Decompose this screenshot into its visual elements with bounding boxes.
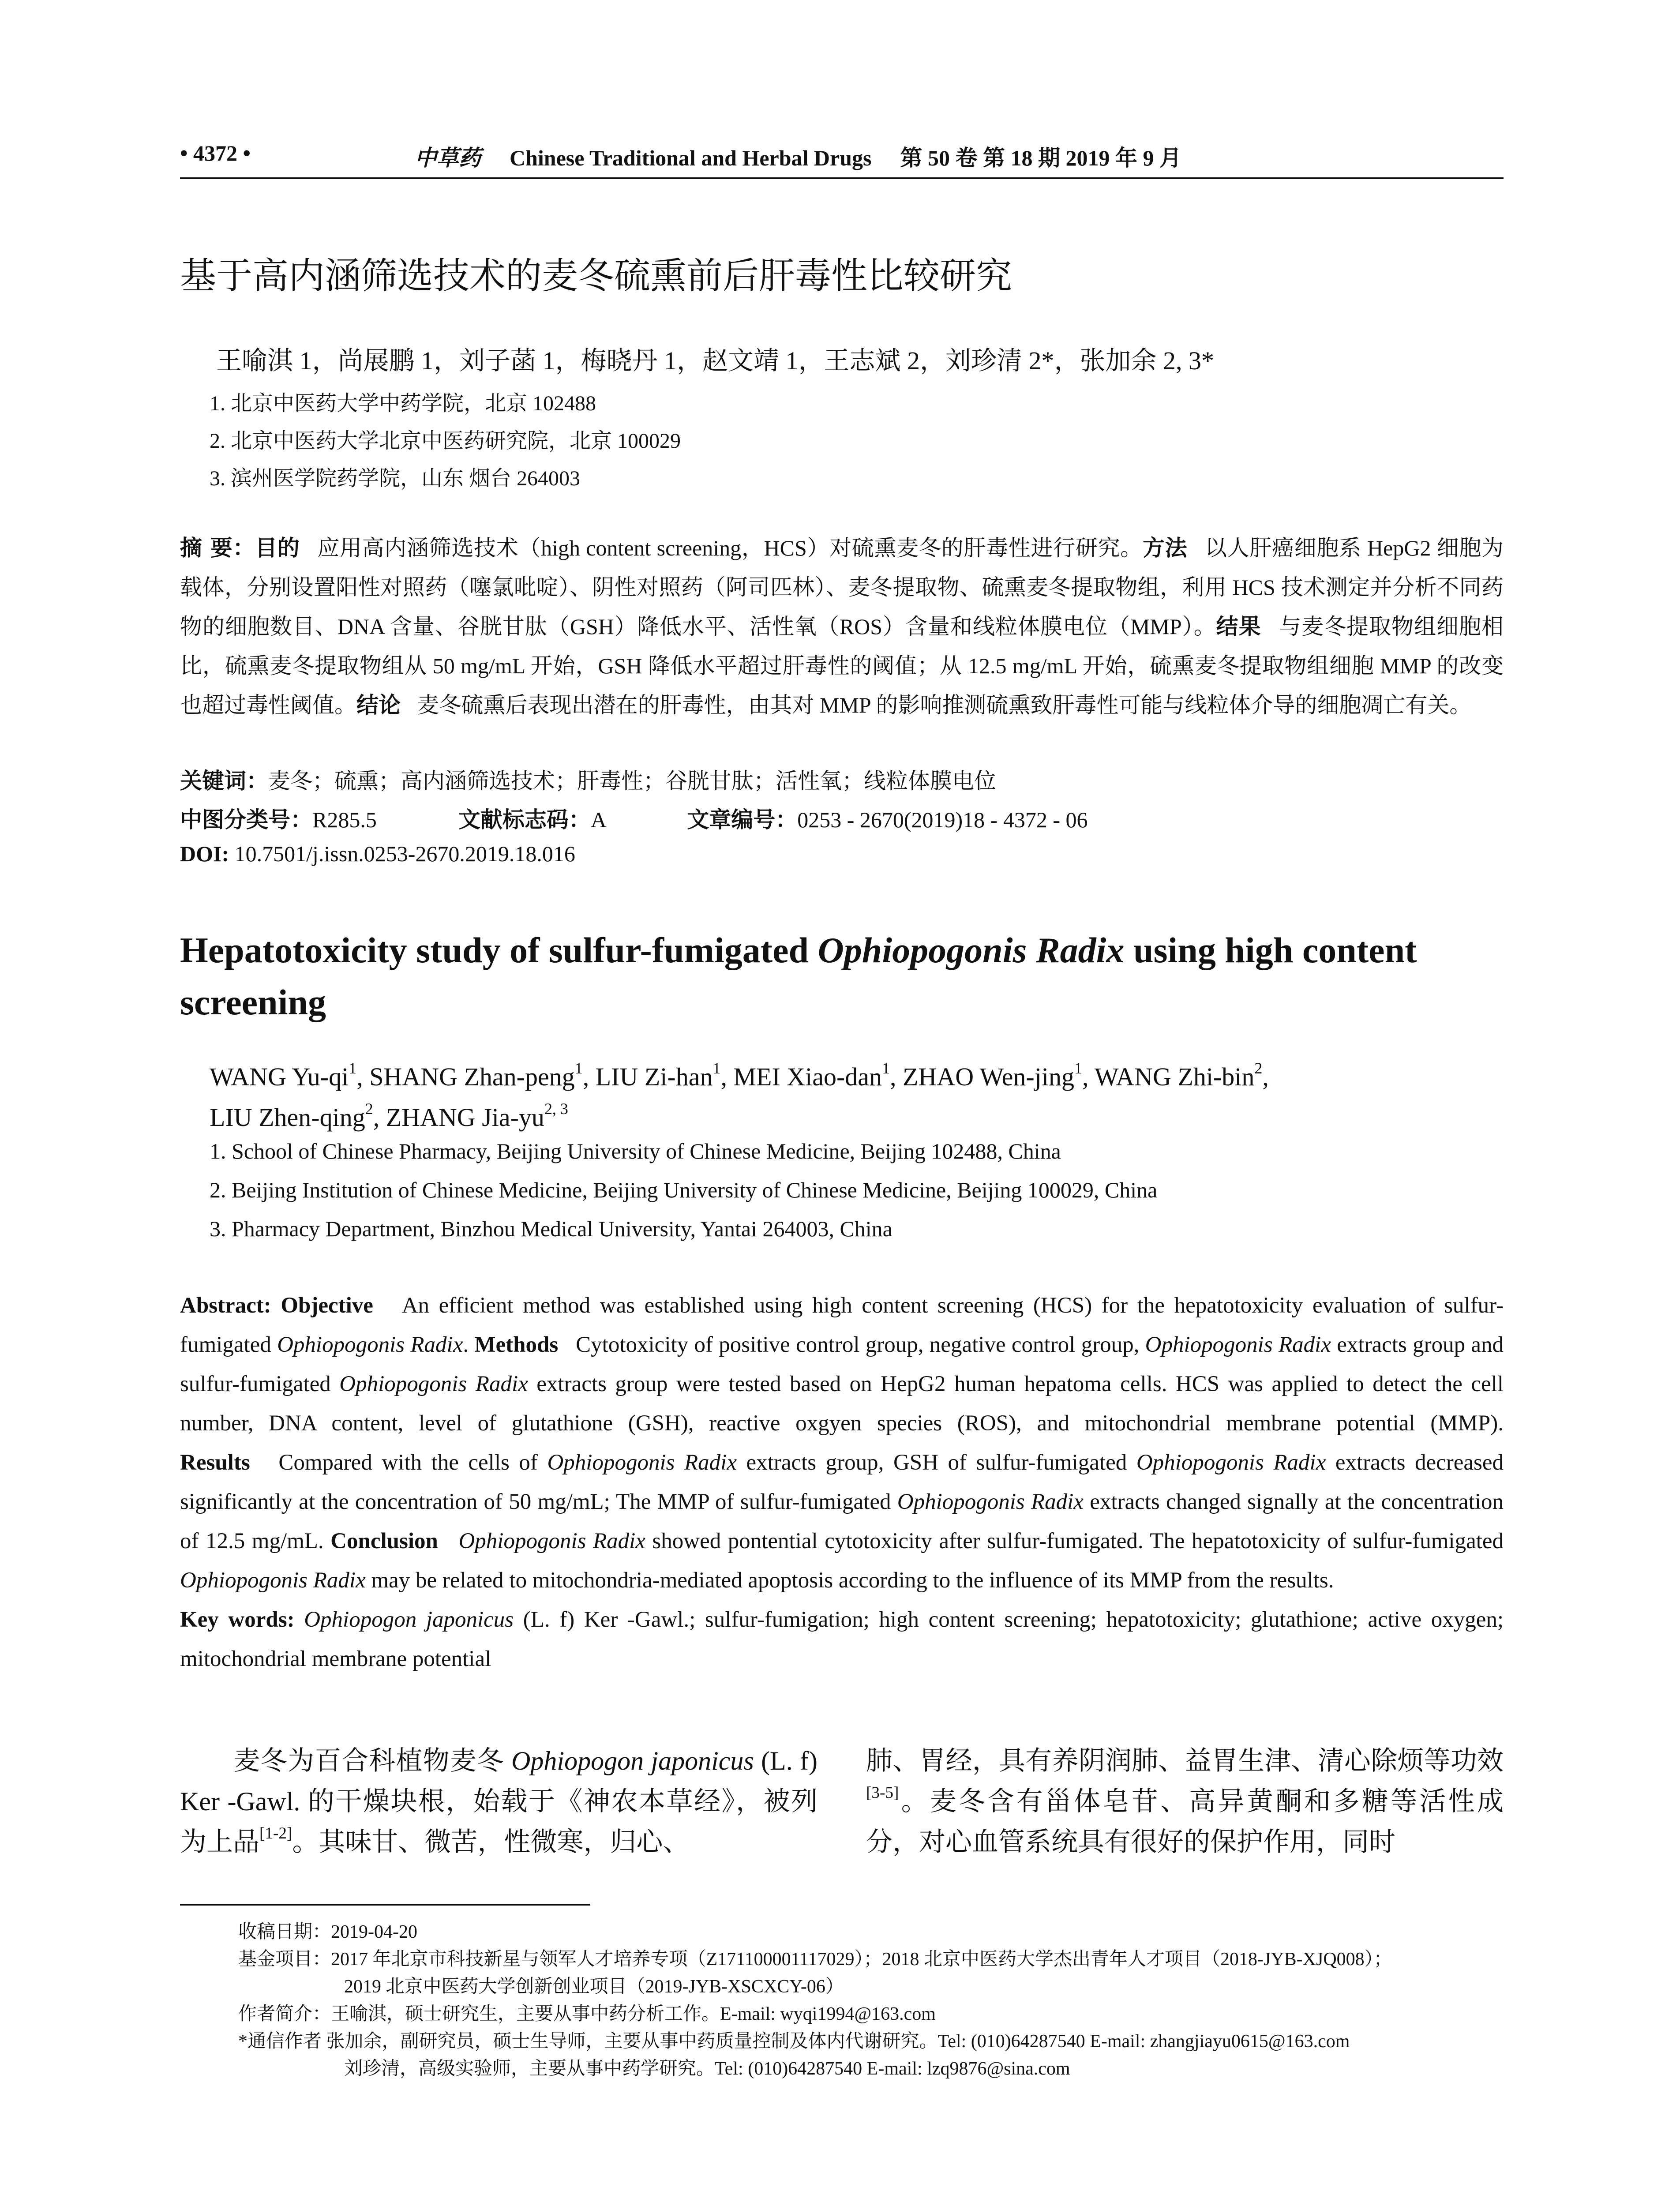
cn-classification (180, 802, 1088, 834)
cn-abstract-label: 摘 要： (180, 535, 255, 561)
en-conclusion: Ophiopogonis Radix showed pontential cytotoxicity after sulfur-fumigated. The hepatotoxicity of sulfur-fumigated Ophiopogonis Radix may be related to mitochondria-mediated apoptosis according to the influence of its MMP from the results. (180, 1529, 1504, 1593)
en-title-species: Ophiopogonis Radix (818, 930, 1125, 970)
fn-author: 作者简介：王喻淇，硕士研究生，主要从事中药分析工作。E-mail: wyqi1994@163.com (238, 2004, 936, 2024)
cn-affiliation-2: 2. 北京中医药大学北京中医药研究院，北京 100029 (210, 429, 681, 453)
cn-clc: R285.5 (312, 807, 377, 832)
cn-keywords-text: 麦冬；硫熏；高内涵筛选技术；肝毒性；谷胱甘肽；活性氧；线粒体膜电位 (268, 769, 996, 793)
en-results-label: Results (180, 1450, 250, 1475)
footnote-rule (180, 1904, 590, 1906)
en-keywords-label: Key words: (180, 1607, 295, 1632)
cn-authors: 王喻淇 1，尚展鹏 1，刘子菡 1，梅晓丹 1，赵文靖 1，王志斌 2，刘珍清 2*，张加余 2, 3* (216, 346, 1215, 375)
doi-value[interactable]: 10.7501/j.issn.0253-2670.2019.18.016 (234, 841, 575, 866)
en-keywords-text: (L. f) Ker -Gawl.; sulfur-fumigation; high content screening; hepatotoxicity; glutathione; active oxygen; mitochondrial membrane potential (180, 1607, 1504, 1671)
cn-title: 基于高内涵筛选技术的麦冬硫熏前后肝毒性比较研究 (180, 255, 1012, 297)
fn-fund-1: 基金项目：2017 年北京市科技新星与领军人才培养专项（Z171100001117029）；2018 北京中医药大学杰出青年人才项目（2018-JYB-XJQ008）； (238, 1949, 1392, 1970)
en-affiliation-3: 3. Pharmacy Department, Binzhou Medical University, Yantai 264003, China (210, 1216, 892, 1241)
page-number: • 4372 • (180, 141, 251, 165)
en-abstract-label: Abstract: Objective (180, 1293, 373, 1318)
en-affiliation-1: 1. School of Chinese Pharmacy, Beijing University of Chinese Medicine, Beijing 102488, China (210, 1139, 1061, 1163)
en-authors-line-1: WANG $Yu-qi^1$, SHANG Zhan-peng$^1$, LIU Zi-han$^1$, MEI Xiao-dan$^1$, ZHAO Wen-jing$^1$, WANG Zhi-bin$^2$, (210, 1059, 1269, 1091)
cn-article: 0253 - 2670(2019)18 - 4372 - 06 (797, 807, 1088, 832)
en-abstract (180, 1286, 1504, 1679)
en-objective: An efficient method was established using high content screening (HCS) for the hepatotoxicity evaluation of sulfur-fumigated Ophiopogonis Radix. (180, 1293, 1504, 1357)
cn-conclusion-label: 结论 (356, 692, 401, 718)
en-title-part2: using high content screening (180, 930, 1417, 1022)
cn-affiliation-3: 3. 滨州医学院药学院，山东 烟台 264003 (210, 467, 581, 490)
cn-methods-label: 方法 (1142, 535, 1188, 561)
cn-doc: A (590, 807, 606, 832)
doi-line (180, 841, 575, 867)
cn-article-label: 文章编号： (687, 807, 798, 833)
cn-results-label: 结果 (1216, 614, 1261, 639)
cn-objective: 应用高内涵筛选技术（high content screening，HCS）对硫熏麦冬的肝毒性进行研究。 (317, 536, 1143, 560)
header-rule (180, 177, 1504, 179)
en-title (180, 924, 1504, 1028)
doi-label: DOI: (180, 841, 229, 866)
fn-corresponding-1: *通信作者 张加余，副研究员，硕士生导师，主要从事中药质量控制及体内代谢研究。Tel: (010)64287540 E-mail: zhangjiayu0615@163.com (238, 2031, 1350, 2052)
cn-conclusion: 麦冬硫熏后表现出潜在的肝毒性，由其对 MMP 的影响推测硫熏致肝毒性可能与线粒体介导的细胞凋亡有关。 (417, 693, 1472, 717)
en-keywords-species: Ophiopogon japonicus (304, 1607, 514, 1632)
body-column-right (866, 1741, 1504, 1862)
cn-results: 与麦冬提取物组细胞相比，硫熏麦冬提取物组从 50 mg/mL 开始，GSH 降低水平超过肝毒性的阈值；从 12.5 mg/mL 开始，硫熏麦冬提取物组细胞 MMP 的改变也超过毒性阈值。 (180, 614, 1504, 717)
body-column-left (180, 1741, 818, 1862)
cn-objective-label: 目的 (255, 535, 300, 561)
cn-doc-label: 文献标志码： (458, 807, 591, 833)
en-affiliation-2: 2. Beijing Institution of Chinese Medicine, Beijing University of Chinese Medicine, Beijing 100029, China (210, 1178, 1158, 1202)
fn-corresponding-2: 刘珍清，高级实验师，主要从事中药学研究。Tel: (010)64287540 E-mail: lzq9876@sina.com (344, 2059, 1070, 2079)
en-conclusion-label: Conclusion (330, 1529, 438, 1553)
journal-header (415, 140, 1181, 172)
cn-methods: 以人肝癌细胞系 HepG2 细胞为载体，分别设置阳性对照药（噻氯吡啶）、阴性对照药（阿司匹林）、麦冬提取物、硫熏麦冬提取物组，利用 HCS 技术测定并分析不同药物的细胞数目、DNA 含量、谷胱甘肽（GSH）降低水平、活性氧（ROS）含量和线粒体膜电位（MMP）。 (180, 536, 1504, 639)
fn-received: 收稿日期：2019-04-20 (238, 1922, 417, 1942)
journal-name-cn: 中草药 (415, 145, 481, 171)
en-results: Compared with the cells of Ophiopogonis Radix extracts group, GSH of sulfur-fumigated Ophiopogonis Radix extracts decreased significantly at the concentration of 50 mg/mL; The MMP of sulfur-fumigated Ophiopogonis Radix extracts changed signally at the concentration of 12.5 mg/mL. (180, 1450, 1504, 1553)
en-methods: Cytotoxicity of positive control group, negative control group, Ophiopogonis Radix extracts group and sulfur-fumigated Ophiopogonis Radix extracts group were tested based on HepG2 human hepatoma cells. HCS was applied to detect the cell number, DNA content, level of glutathione (GSH), reactive oxgyen species (ROS), and mitochondrial membrane potential (MMP). (180, 1332, 1504, 1436)
en-authors-line-2: LIU Zhen-qing$^2$, ZHANG Jia-yu$^{2, 3}$ (210, 1100, 568, 1132)
journal-name-en: Chinese Traditional and Herbal Drugs (510, 146, 872, 170)
en-authors (210, 1057, 1489, 1138)
cn-clc-label: 中图分类号： (180, 807, 312, 833)
body-right-text: 肺、胃经，具有养阴润肺、益胃生津、清心除烦等功效[3-5]。麦冬含有甾体皂苷、高异黄酮和多糖等活性成分，对心血管系统具有很好的保护作用，同时 (866, 1746, 1504, 1857)
cn-abstract (180, 529, 1504, 725)
journal-issue: 第 50 卷 第 18 期 2019 年 9 月 (900, 146, 1181, 170)
en-methods-label: Methods (474, 1332, 559, 1357)
cn-affiliation-1: 1. 北京中医药大学中药学院，北京 102488 (210, 392, 596, 415)
cn-keywords-label: 关键词： (180, 768, 268, 794)
fn-fund-2: 2019 北京中医药大学创新创业项目（2019-JYB-XSCXCY-06） (344, 1977, 844, 1997)
body-left-text: 麦冬为百合科植物麦冬 Ophiopogon japonicus (L. f) Ker -Gawl. 的干燥块根，始载于《神农本草经》，被列为上品[1-2]。其味甘、微苦，性微寒，归心、 (180, 1746, 818, 1857)
en-title-part1: Hepatotoxicity study of sulfur-fumigated (180, 930, 818, 970)
cn-keywords (180, 763, 996, 795)
